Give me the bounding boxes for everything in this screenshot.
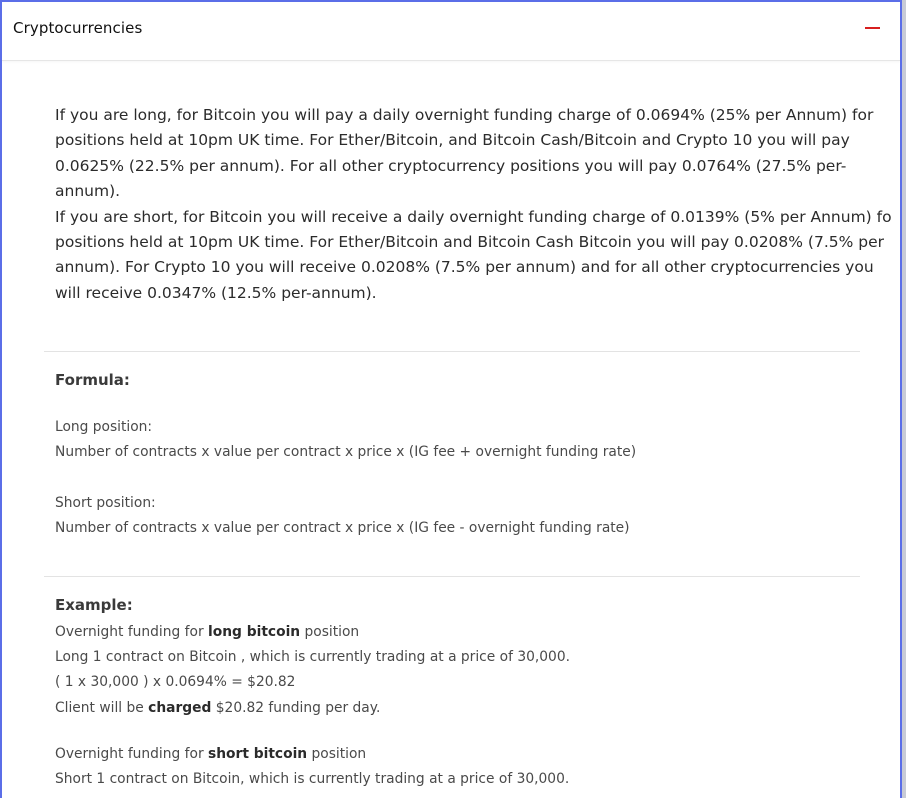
example-long-result — [55, 699, 380, 717]
description-line: will receive 0.0347% (12.5% per-annum). — [55, 283, 377, 302]
example-bold-text: short bitcoin — [208, 746, 308, 762]
short-position-label: Short position: — [55, 495, 156, 511]
formula-heading: Formula: — [55, 371, 130, 389]
example-text: Client will be — [55, 700, 149, 716]
long-position-formula: Number of contracts x value per contract x price x (IG fee + overnight funding rate) — [55, 444, 637, 460]
long-position-label: Long position: — [55, 419, 153, 435]
accordion-title: Cryptocurrencies — [13, 19, 143, 37]
example-long-intro — [55, 623, 359, 641]
example-text: Overnight funding for — [55, 624, 208, 640]
description-line: annum). — [55, 182, 121, 201]
example-short-trade: Short 1 contract on Bitcoin, which is currently trading at a price of 30,000. — [55, 771, 570, 787]
funding-description — [55, 103, 892, 306]
accordion-header[interactable] — [2, 2, 900, 61]
example-text: position — [300, 624, 360, 640]
short-position-formula: Number of contracts x value per contract x price x (IG fee - overnight funding rate) — [55, 520, 630, 536]
example-text: $20.82 funding per day. — [211, 700, 381, 716]
minus-icon[interactable] — [865, 27, 880, 29]
description-line: If you are short, for Bitcoin you will receive a daily overnight funding charge of 0.0139% (5% per Annum) fo — [55, 207, 892, 226]
description-line: positions held at 10pm UK time. For Ether/Bitcoin and Bitcoin Cash Bitcoin you will pay 0.0208% (7.5% per — [55, 233, 885, 252]
example-bold-text: charged — [148, 700, 212, 716]
example-long-trade: Long 1 contract on Bitcoin , which is currently trading at a price of 30,000. — [55, 649, 570, 665]
section-divider — [44, 576, 860, 577]
description-line: annum). For Crypto 10 you will receive 0.0208% (7.5% per annum) and for all other cryptocurrencies you — [55, 258, 874, 277]
description-line: If you are long, for Bitcoin you will pay a daily overnight funding charge of 0.0694% (25% per Annum) for — [55, 106, 874, 124]
example-long-calc: ( 1 x 30,000 ) x 0.0694% = $20.82 — [55, 674, 296, 690]
description-line: positions held at 10pm UK time. For Ether/Bitcoin, and Bitcoin Cash/Bitcoin and Crypto 10 you will pay — [55, 131, 850, 150]
example-bold-text: long bitcoin — [208, 624, 301, 640]
example-text: Overnight funding for — [55, 746, 208, 762]
section-divider — [44, 351, 860, 352]
example-heading: Example: — [55, 596, 133, 614]
example-text: position — [307, 746, 367, 762]
description-line: 0.0625% (22.5% per annum). For all other cryptocurrency positions you will pay 0.0764% (27.5% per- — [55, 156, 847, 175]
example-short-intro — [55, 745, 366, 763]
